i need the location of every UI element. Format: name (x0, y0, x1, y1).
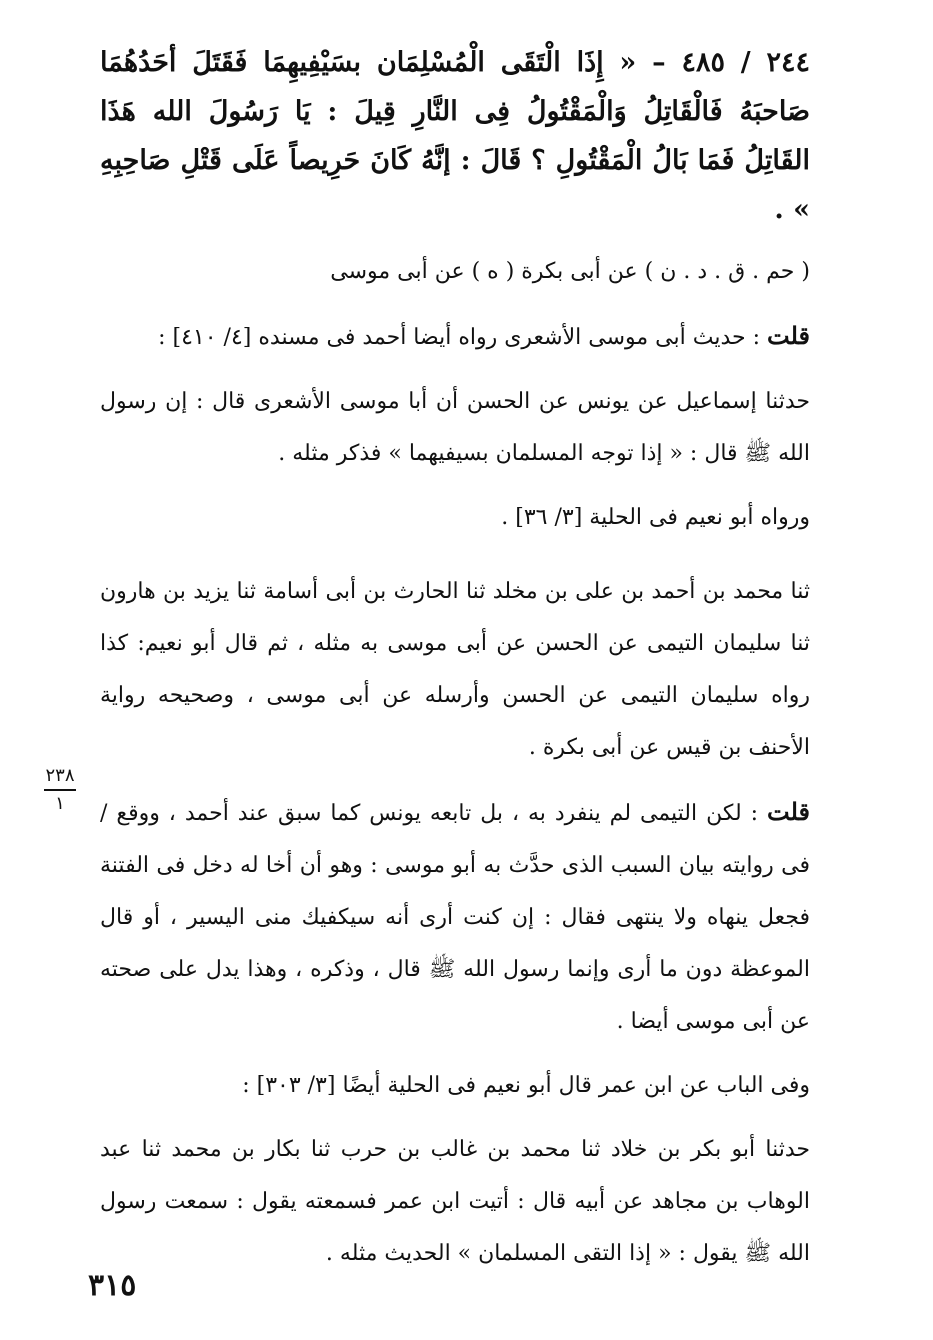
folio-number: ٢٣٨ (45, 765, 75, 786)
paragraph-5-text: : لكن التيمى لم ينفرد به ، بل تابعه يونس كما سبق عند أحمد ، ووقع / فى روايته بيان السبب الذى حدَّث به أبو موسى : وهو أن أخا له دخل فى الفتنة فجعل ينهاه ولا ينتهى فقال : إن كنت أرى أنه سيكفيك منى اليسير ، أو قال الموعظة دون ما أرى وإنما رسول الله ﷺ قال ، وذكره ، وهذا يدل على صحته عن أبى موسى أيضا . (100, 801, 810, 1034)
page-number: ٣١٥ (88, 1268, 137, 1303)
paragraph-5 (100, 786, 810, 1048)
folio-divider (44, 789, 76, 791)
paragraph-1 (100, 310, 810, 364)
paragraph-4: ثنا محمد بن أحمد بن على بن مخلد ثنا الحارث بن أبى أسامة ثنا يزيد بن هارون ثنا سليمان التيمى عن الحسن عن أبى موسى به مثله ، ثم قال أبو نعيم: كذا رواه سليمان التيمى عن الحسن وأرسله عن أبى موسى ، وصحيحه رواية الأحنف بن قيس عن أبى بكرة . (100, 579, 810, 760)
manuscript-folio-note (40, 765, 80, 815)
paragraph-7: حدثنا أبو بكر بن خلاد ثنا محمد بن غالب بن حرب ثنا بكار بن محمد ثنا عبد الوهاب بن مجاهد عن أبيه قال : أتيت ابن عمر فسمعته يقول : سمعت رسول الله ﷺ يقول : « إذا التقى المسلمان » الحديث مثله . (100, 1137, 810, 1266)
paragraph-5-keyword: قلت (767, 797, 810, 826)
paragraph-1-keyword: قلت (767, 321, 810, 350)
hadith-text: ٢٤٤ / ٤٨٥ – « إِذَا الْتَقَى الْمُسْلِمَان بسَيْفِيهِمَا فَقَتَلَ أحَدُهُمَا صَاحبَهُ فَالْقَاتِلُ وَالْمَقْتُولُ فِى النَّارِ قِيلَ : يَا رَسُولَ الله هَذَا القَاتِلُ فَمَا بَالُ الْمَقْتُولِ ؟ قَالَ : إنَّهُ كَانَ حَرِيصاً عَلَى قَتْلِ صَاحِبِهِ » . (100, 47, 810, 225)
folio-side: ١ (55, 793, 65, 814)
hadith-sources: ( حم . ق . د . ن ) عن أبى بكرة ( ه ) عن أبى موسى (330, 259, 810, 284)
paragraph-1-text: : حديث أبى موسى الأشعرى رواه أيضا أحمد فى مسنده [٤/ ٤١٠] : (158, 325, 768, 350)
page-body (100, 38, 810, 1280)
paragraph-6: وفى الباب عن ابن عمر قال أبو نعيم فى الحلية أيضًا [٣/ ٣٠٣] : (242, 1073, 810, 1098)
paragraph-3: ورواه أبو نعيم فى الحلية [٣/ ٣٦] . (501, 505, 810, 530)
paragraph-2: حدثنا إسماعيل عن يونس عن الحسن أن أبا موسى الأشعرى قال : إن رسول الله ﷺ قال : « إذا توجه المسلمان بسيفيهما » فذكر مثله . (100, 389, 810, 466)
